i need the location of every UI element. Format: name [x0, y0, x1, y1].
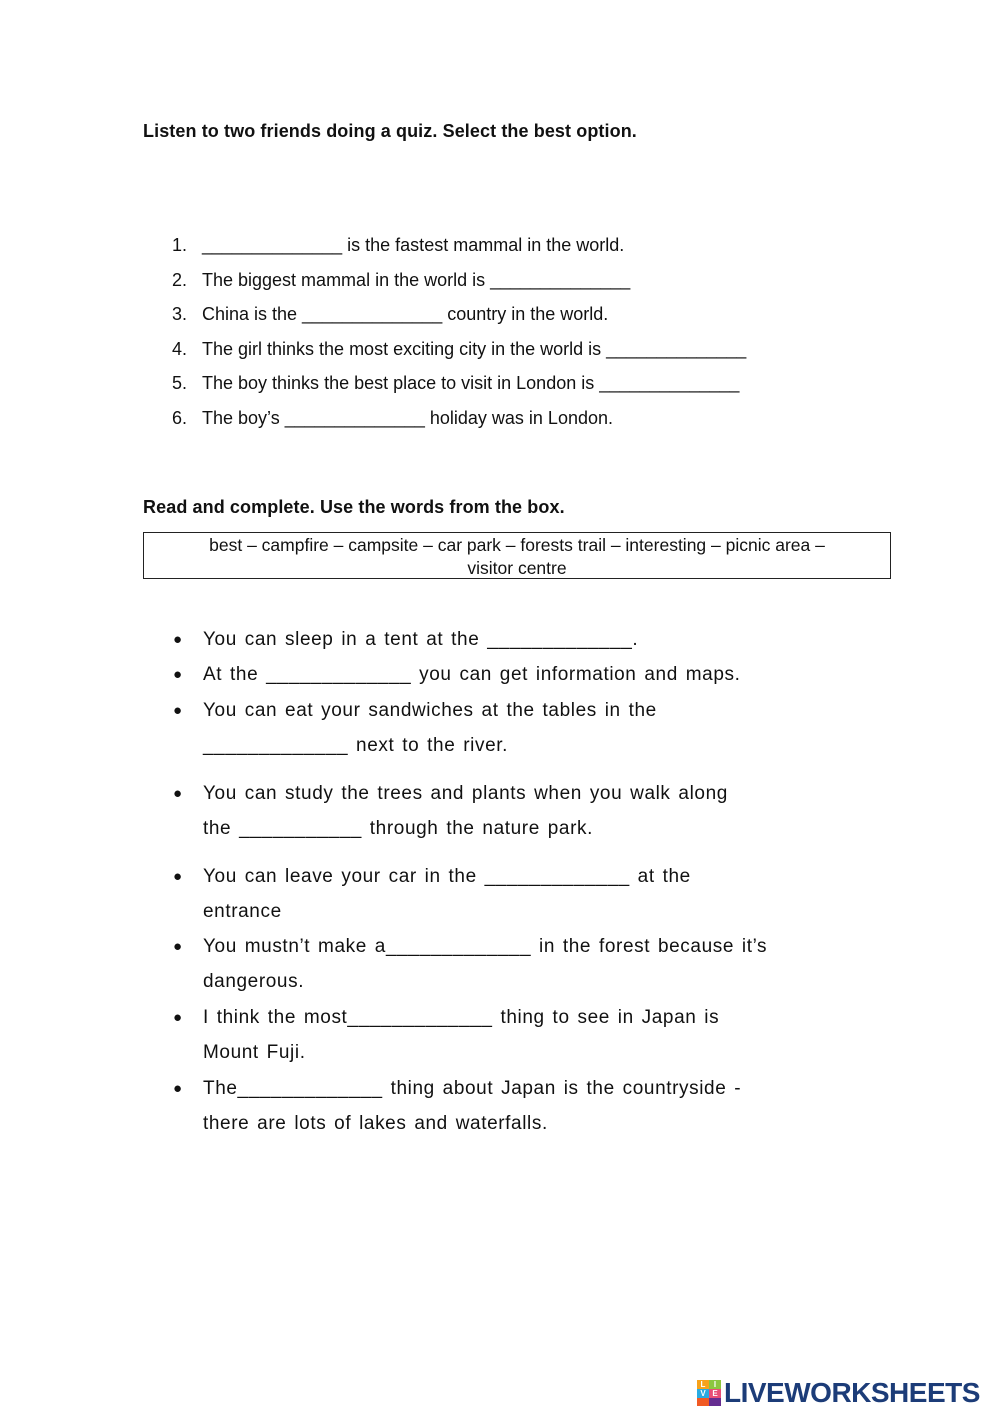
- bullet-text[interactable]: I think the most_____________ thing to see in Japan is: [203, 1007, 720, 1028]
- logo-tile: I: [709, 1380, 721, 1389]
- bullet-icon: ●: [173, 1009, 183, 1026]
- list-item: [172, 371, 872, 406]
- item-text[interactable]: The biggest mammal in the world is ______________: [202, 269, 631, 290]
- bullet-icon: ●: [173, 1080, 183, 1097]
- word-box: [143, 532, 891, 579]
- bullet-icon: ●: [173, 785, 183, 802]
- list-item: [172, 268, 872, 303]
- bullet-text[interactable]: there are lots of lakes and waterfalls.: [203, 1113, 548, 1134]
- bullet-text[interactable]: You mustn’t make a_____________ in the forest because it’s: [203, 936, 768, 957]
- logo-tile: V: [697, 1389, 709, 1398]
- bullet-text[interactable]: The_____________ thing about Japan is the countryside -: [203, 1078, 742, 1099]
- section1-heading: Listen to two friends doing a quiz. Select the best option.: [143, 121, 637, 141]
- bullet-text[interactable]: entrance: [203, 901, 282, 922]
- list-item: [172, 406, 872, 441]
- logo-tile: [709, 1398, 721, 1406]
- item-number: 1.: [172, 235, 188, 255]
- item-number: 5.: [172, 373, 188, 394]
- bullet-text[interactable]: You can study the trees and plants when you walk along: [203, 783, 728, 804]
- bullet-text[interactable]: _____________ next to the river.: [203, 735, 509, 756]
- logo-tile: E: [709, 1389, 721, 1398]
- bullet-text[interactable]: dangerous.: [203, 971, 305, 992]
- item-text[interactable]: The girl thinks the most exciting city in the world is ______________: [202, 338, 747, 359]
- list-item: [172, 337, 872, 372]
- section2-heading: Read and complete. Use the words from the box.: [143, 497, 565, 517]
- item-number: 2.: [172, 269, 188, 290]
- bullet-icon: ●: [173, 938, 183, 955]
- item-text[interactable]: The boy thinks the best place to visit in London is ______________: [202, 373, 740, 394]
- item-text[interactable]: China is the ______________ country in the world.: [202, 304, 609, 325]
- list-item: [172, 302, 872, 337]
- item-number: 6.: [172, 407, 188, 428]
- bullet-text[interactable]: Mount Fuji.: [203, 1042, 306, 1063]
- bullet-icon: ●: [173, 631, 183, 648]
- word-box-line: best – campfire – campsite – car park – forests trail – interesting – picnic area –: [209, 535, 825, 555]
- list-item: [172, 233, 872, 268]
- logo-tile: [697, 1398, 709, 1406]
- item-text[interactable]: The boy’s ______________ holiday was in London.: [202, 407, 613, 428]
- liveworksheets-brand[interactable]: [697, 1378, 980, 1408]
- logo-tile: L: [697, 1380, 709, 1389]
- bullet-text[interactable]: At the _____________ you can get information and maps.: [203, 664, 741, 685]
- word-box-line: visitor centre: [467, 558, 567, 578]
- bullet-icon: ●: [173, 868, 183, 885]
- bullet-text[interactable]: You can sleep in a tent at the _____________.: [203, 629, 639, 650]
- bullet-icon: ●: [173, 666, 183, 683]
- bullet-text[interactable]: You can leave your car in the _____________ at the: [203, 866, 691, 887]
- liveworksheets-logo-icon: [697, 1380, 721, 1406]
- quiz-question-list: [172, 233, 872, 441]
- bullet-icon: ●: [173, 702, 183, 719]
- item-text[interactable]: ______________ is the fastest mammal in the world.: [202, 235, 625, 255]
- bullet-text[interactable]: You can eat your sandwiches at the tables in the: [203, 700, 657, 721]
- item-number: 3.: [172, 304, 188, 325]
- bullet-text[interactable]: the ___________ through the nature park.: [203, 818, 594, 839]
- brand-wordmark: LIVEWORKSHEETS: [724, 1377, 980, 1408]
- item-number: 4.: [172, 338, 188, 359]
